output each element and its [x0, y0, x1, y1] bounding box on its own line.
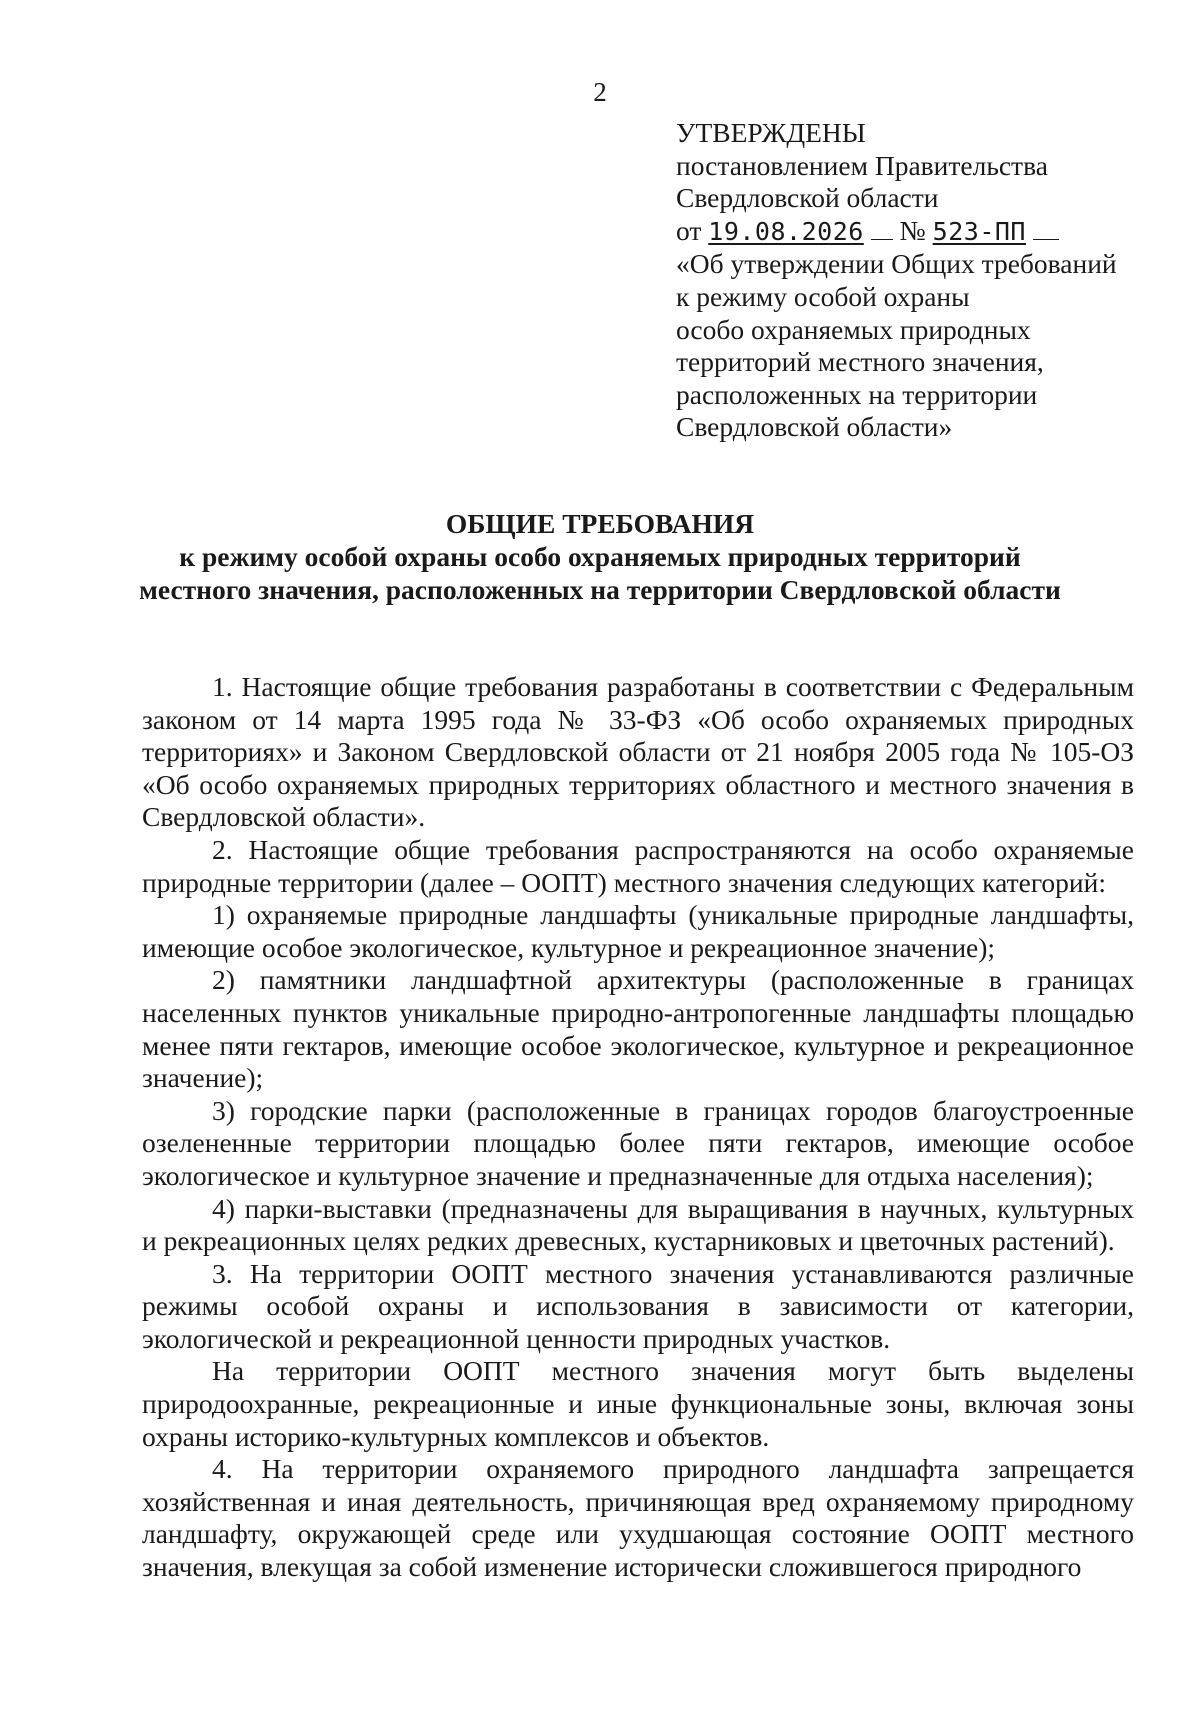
date-prefix: от: [676, 214, 702, 246]
approval-line-1: постановлением Правительства: [676, 149, 1048, 181]
approval-title: УТВЕРЖДЕНЫ: [676, 117, 866, 148]
approval-line-2: Свердловской области: [676, 182, 939, 214]
date-underline: [871, 238, 893, 240]
approval-number: 523-ПП: [932, 216, 1026, 246]
number-underline: [1033, 238, 1059, 240]
document-heading: [0, 507, 1200, 606]
paragraph-2: 2. Настоящие общие требования распространяются на особо охраняемые природные территории (далее – ООПТ) местного значения следующих категорий:: [142, 833, 1134, 898]
approval-subject-line-4: территорий местного значения,: [676, 346, 1044, 378]
approval-subject-line-6: Свердловской области»: [676, 411, 953, 443]
approval-date: 19.08.2026: [708, 216, 864, 246]
number-sign: №: [899, 214, 926, 246]
paragraph-3-continued: На территории ООПТ местного значения могут быть выделены природоохранные, рекреационные и иные функциональные зоны, включая зоны охраны историко-культурных комплексов и объектов.: [142, 1355, 1134, 1452]
document-subtitle-line-2: местного значения, расположенных на территории Свердловской области: [139, 574, 1061, 605]
paragraph-2-item-3: 3) городские парки (расположенные в границах городов благоустроенные озелененные территории площадью более пяти гектаров, имеющие особое экологическое и культурное значение и предназначенные для отдыха населения);: [142, 1094, 1134, 1191]
approval-date-line: [676, 215, 1176, 249]
approval-block: [676, 117, 1176, 444]
approval-subject-line-2: к режиму особой охраны: [676, 280, 970, 312]
document-subtitle-line-1: к режиму особой охраны особо охраняемых природных территорий: [179, 541, 1021, 572]
document-title: ОБЩИЕ ТРЕБОВАНИЯ: [445, 508, 755, 539]
page-number: 2: [593, 77, 607, 107]
paragraph-3: 3. На территории ООПТ местного значения устанавливаются различные режимы особой охраны и использования в зависимости от категории, экологической и рекреационной ценности природных участков.: [142, 1257, 1134, 1354]
document-body: [142, 671, 1134, 1584]
approval-subject-line-3: особо охраняемых природных: [676, 313, 1031, 345]
approval-subject-line-5: расположенных на территории: [676, 378, 1038, 410]
approval-subject-line-1: «Об утверждении Общих требований: [676, 248, 1117, 280]
paragraph-2-item-4: 4) парки-выставки (предназначены для выращивания в научных, культурных и рекреационных целях редких древесных, кустарниковых и цветочных растений).: [142, 1192, 1134, 1257]
paragraph-2-item-1: 1) охраняемые природные ландшафты (уникальные природные ландшафты, имеющие особое экологическое, культурное и рекреационное значение);: [142, 899, 1134, 963]
paragraph-2-item-2: 2) памятники ландшафтной архитектуры (расположенные в границах населенных пунктов уникальные природно-антропогенные ландшафты площадью менее пяти гектаров, имеющие особое экологическое, культурное и рекреационное значение);: [142, 964, 1134, 1094]
paragraph-4: 4. На территории охраняемого природного ландшафта запрещается хозяйственная и иная деятельность, причиняющая вред охраняемому природному ландшафту, окружающей среде или ухудшающая состояние ООПТ местного значения, влекущая за собой изменение исторически сложившегося природного: [142, 1453, 1134, 1583]
paragraph-1: 1. Настоящие общие требования разработаны в соответствии с Федеральным законом от 14 марта 1995 года № 33-ФЗ «Об особо охраняемых природных территориях» и Законом Свердловской области от 21 ноября 2005 года № 105-ОЗ «Об особо охраняемых природных территориях областного и местного значения в Свердловской области».: [142, 671, 1134, 833]
